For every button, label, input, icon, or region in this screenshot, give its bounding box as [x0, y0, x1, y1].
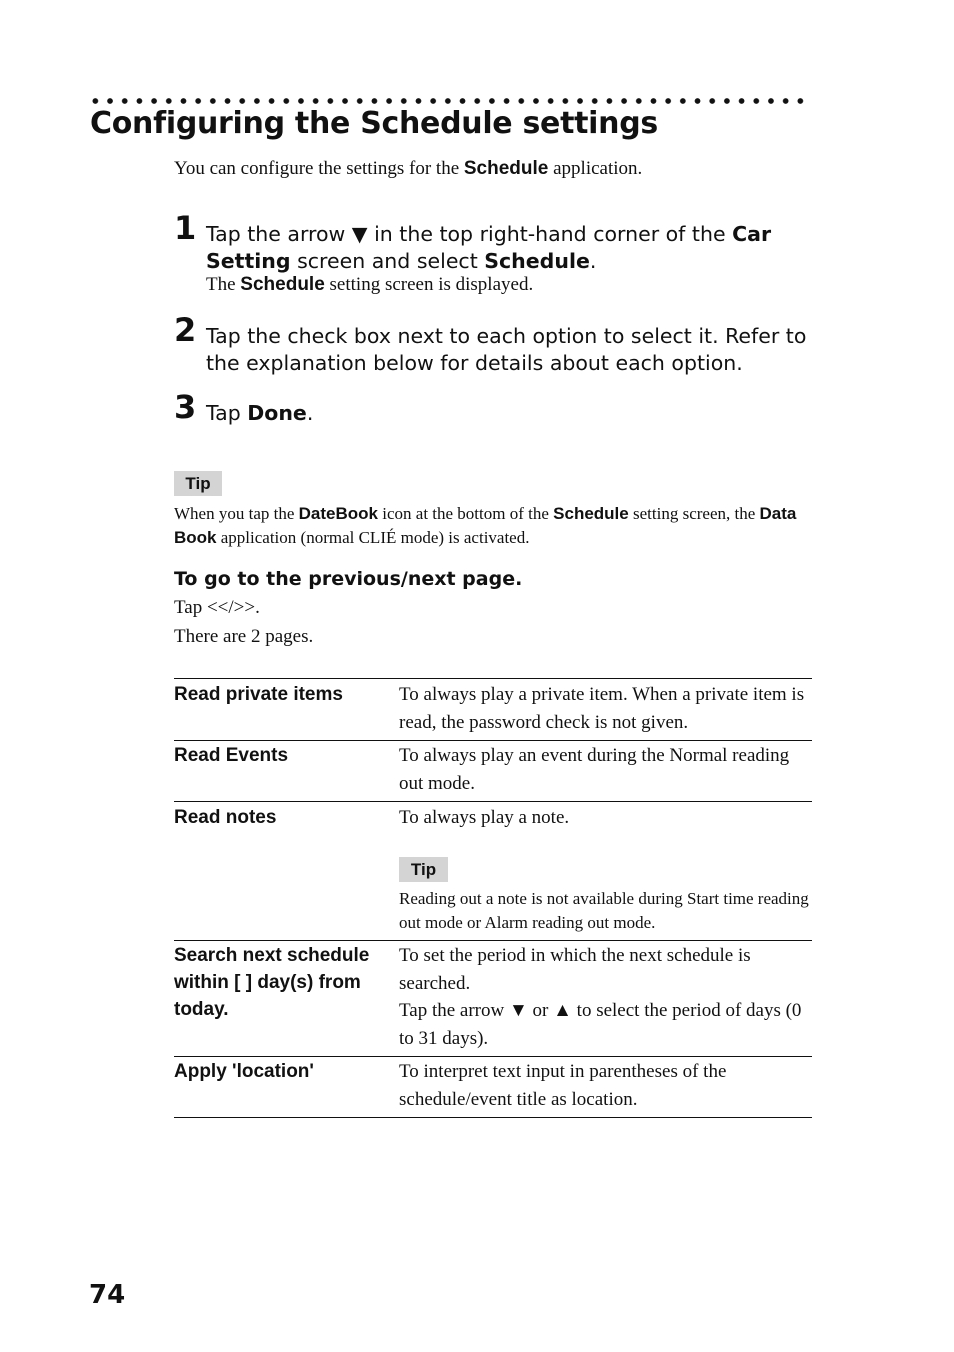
- step-text-bold: Done: [247, 401, 307, 425]
- intro-paragraph: [174, 158, 642, 180]
- page-title: Configuring the Schedule settings: [90, 106, 658, 141]
- step-1: [174, 209, 814, 312]
- table-rule: [174, 740, 812, 741]
- option-description: To interpret text input in parentheses of the schedule/event title as location.: [399, 1061, 727, 1110]
- option-description: To always play a note.: [399, 807, 570, 828]
- dotted-rule: [88, 96, 810, 106]
- tip-text: [174, 502, 814, 550]
- tip-text-bold: Schedule: [553, 504, 629, 523]
- step-number: 3: [174, 388, 197, 426]
- intro-app-name: Schedule: [463, 158, 549, 179]
- option-name: Read Events: [174, 745, 289, 766]
- tip-text-part: setting screen, the: [628, 504, 760, 523]
- nav-instruction: Tap <</>>.: [174, 597, 260, 618]
- tip-text-part: icon at the bottom of the: [378, 504, 554, 523]
- step-text-bold: Car Setting: [206, 222, 772, 273]
- step-text-bold: Schedule: [484, 249, 590, 273]
- step-2: [174, 311, 814, 384]
- step-result-bold: Schedule: [240, 274, 325, 295]
- table-rule: [174, 801, 812, 802]
- option-description: To always play an event during the Normal reading out mode.: [399, 745, 790, 794]
- tip-text-bold: Data Book: [174, 504, 797, 547]
- step-number: 2: [174, 311, 197, 349]
- step-text: [206, 221, 816, 275]
- step-text: Tap the check box next to each option to select it. Refer to the explanation below for details about each option.: [206, 324, 807, 375]
- step-text-part: Tap: [206, 401, 248, 425]
- page-number: 74: [89, 1280, 126, 1310]
- option-description: To always play a private item. When a private item is read, the password check is not given.: [399, 684, 805, 733]
- step-text-part: .: [589, 249, 597, 273]
- tip-text-part: When you tap the: [174, 504, 299, 523]
- option-description: [399, 942, 815, 1052]
- option-name: Apply 'location': [174, 1061, 314, 1082]
- intro-pre: You can configure the settings for the: [174, 158, 464, 179]
- option-name: Search next schedule within [ ] day(s) from today.: [174, 945, 370, 1020]
- table-rule: [174, 940, 812, 941]
- option-name: Read private items: [174, 684, 343, 705]
- step-result: [206, 274, 533, 296]
- table-rule: [174, 1056, 812, 1057]
- step-3: [174, 388, 814, 431]
- step-text-part: .: [306, 401, 314, 425]
- tip-text-part: application (normal CLIÉ mode) is activated.: [216, 528, 530, 547]
- intro-post: application.: [548, 158, 643, 179]
- option-description-line: To set the period in which the next schedule is searched.: [399, 945, 751, 994]
- step-result-part: The: [206, 274, 241, 295]
- table-rule: [174, 1117, 812, 1118]
- step-text-part: screen and select: [290, 249, 485, 273]
- option-name: Read notes: [174, 807, 277, 828]
- step-text: [206, 400, 816, 427]
- tip-text-bold: DateBook: [298, 504, 378, 523]
- nav-page-count: There are 2 pages.: [174, 626, 314, 647]
- tip-badge: Tip: [174, 471, 222, 496]
- step-result-part: setting screen is displayed.: [324, 274, 534, 295]
- option-description-line: Tap the arrow ▼ or ▲ to select the period of days (0 to 31 days).: [399, 1000, 802, 1049]
- table-rule: [174, 678, 812, 679]
- step-text-part: Tap the arrow ▼ in the top right-hand corner of the: [206, 222, 733, 246]
- tip-text: Reading out a note is not available during Start time reading out mode or Alarm reading out mode.: [399, 889, 809, 932]
- step-number: 1: [174, 209, 197, 247]
- tip-badge: Tip: [399, 857, 448, 882]
- section-heading: To go to the previous/next page.: [174, 568, 523, 590]
